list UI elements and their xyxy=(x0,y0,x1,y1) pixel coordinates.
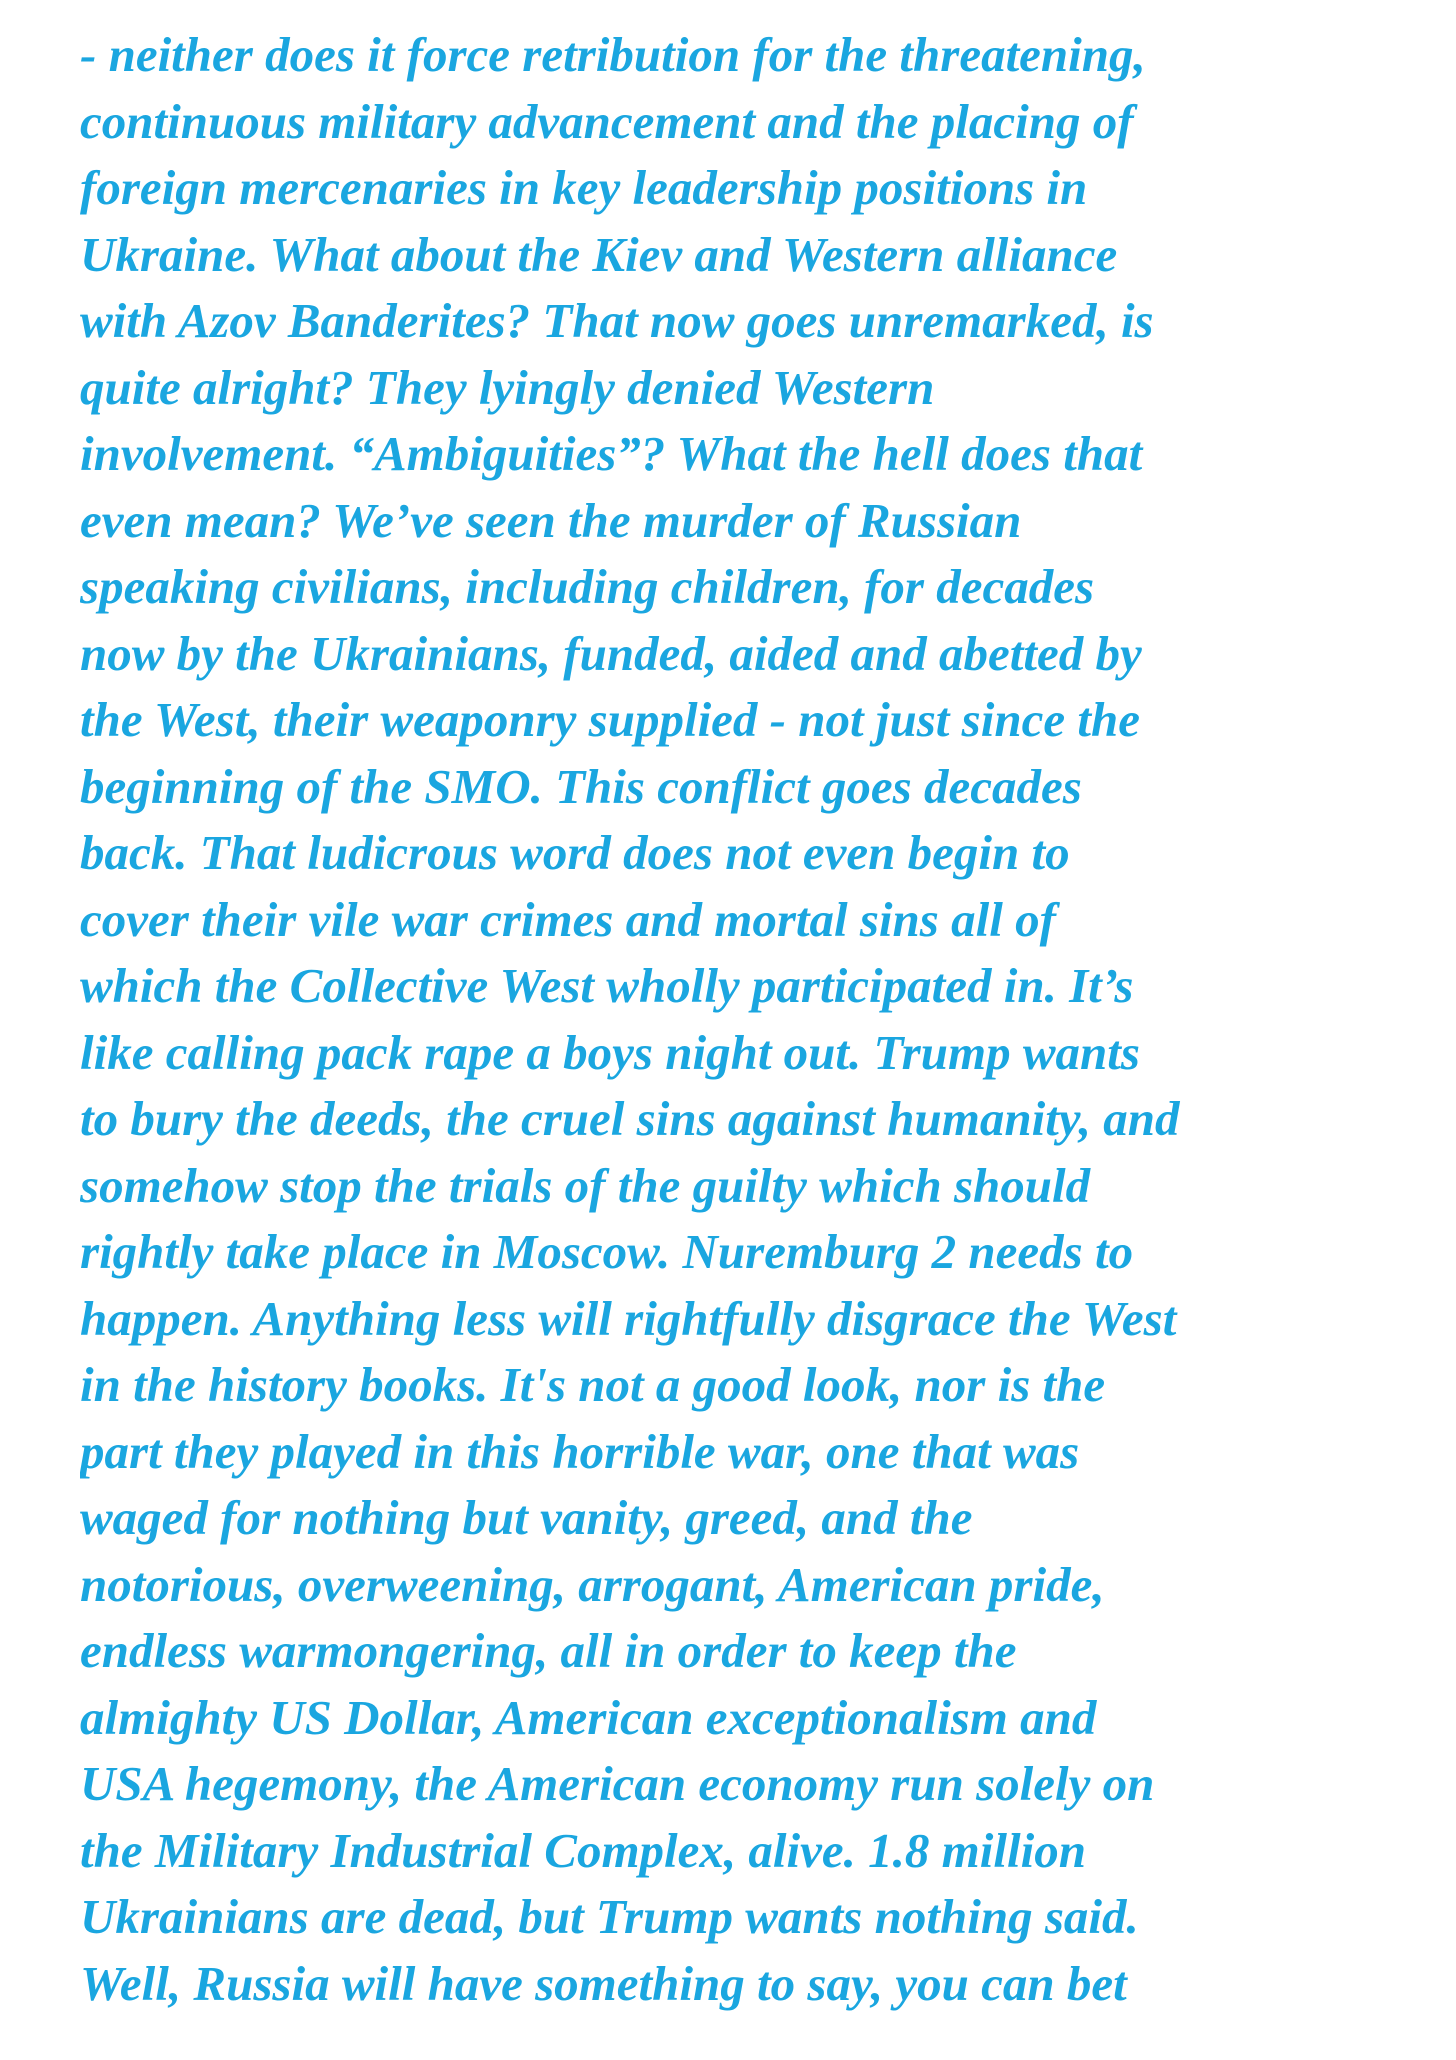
text-line: Ukrainians are dead, but Trump wants nothing said. xyxy=(80,1889,1139,1944)
text-line: endless warmongering, all in order to keep the xyxy=(80,1623,1017,1678)
text-line: now by the Ukrainians, funded, aided and abetted by xyxy=(80,625,1142,681)
text-line: the West, their weaponry supplied - not just since the xyxy=(80,692,1140,747)
text-line: notorious, overweening, arrogant, American pride, xyxy=(80,1556,1105,1612)
text-line: back. That ludicrous word does not even begin to xyxy=(80,825,1070,880)
body-text xyxy=(80,22,1420,2017)
text-line: waged for nothing but vanity, greed, and the xyxy=(80,1490,973,1545)
text-line: almighty US Dollar, American exceptionalism and xyxy=(80,1689,1097,1745)
text-line: even mean? We’ve seen the murder of Russian xyxy=(80,492,1022,548)
text-line: with Azov Banderites? That now goes unremarked, is xyxy=(80,293,1154,348)
text-line: cover their vile war crimes and mortal sins all of xyxy=(80,891,1056,947)
text-line: rightly take place in Moscow. Nuremburg 2 needs to xyxy=(80,1224,1134,1279)
text-line: which the Collective West wholly participated in. It’s xyxy=(80,958,1134,1013)
text-line: the Military Industrial Complex, alive. 1.8 million xyxy=(80,1822,1086,1878)
text-line: Ukraine. What about the Kiev and Western alliance xyxy=(80,226,1118,282)
text-line: like calling pack rape a boys night out. Trump wants xyxy=(80,1024,1140,1080)
text-line: involvement. “Ambiguities”? What the hell does that xyxy=(80,426,1143,481)
text-line: quite alright? They lyingly denied Western xyxy=(80,359,935,415)
text-line: to bury the deeds, the cruel sins against humanity, and xyxy=(80,1091,1180,1146)
text-line: Well, Russia will have something to say, you can bet xyxy=(80,1955,1127,2011)
text-line: beginning of the SMO. This conflict goes decades xyxy=(80,758,1082,814)
text-line: continuous military advancement and the placing of xyxy=(80,93,1134,149)
text-line: in the history books. It's not a good look, nor is the xyxy=(80,1357,1106,1412)
text-line: somehow stop the trials of the guilty which should xyxy=(80,1157,1091,1213)
text-line: - neither does it force retribution for the threatening, xyxy=(80,27,1146,82)
text-line: USA hegemony, the American economy run solely on xyxy=(80,1756,1155,1811)
text-line: part they played in this horrible war, one that was xyxy=(80,1423,1080,1479)
text-line: happen. Anything less will rightfully disgrace the West xyxy=(80,1290,1177,1346)
text-line: foreign mercenaries in key leadership positions in xyxy=(80,160,1088,215)
text-line: speaking civilians, including children, for decades xyxy=(80,559,1095,614)
